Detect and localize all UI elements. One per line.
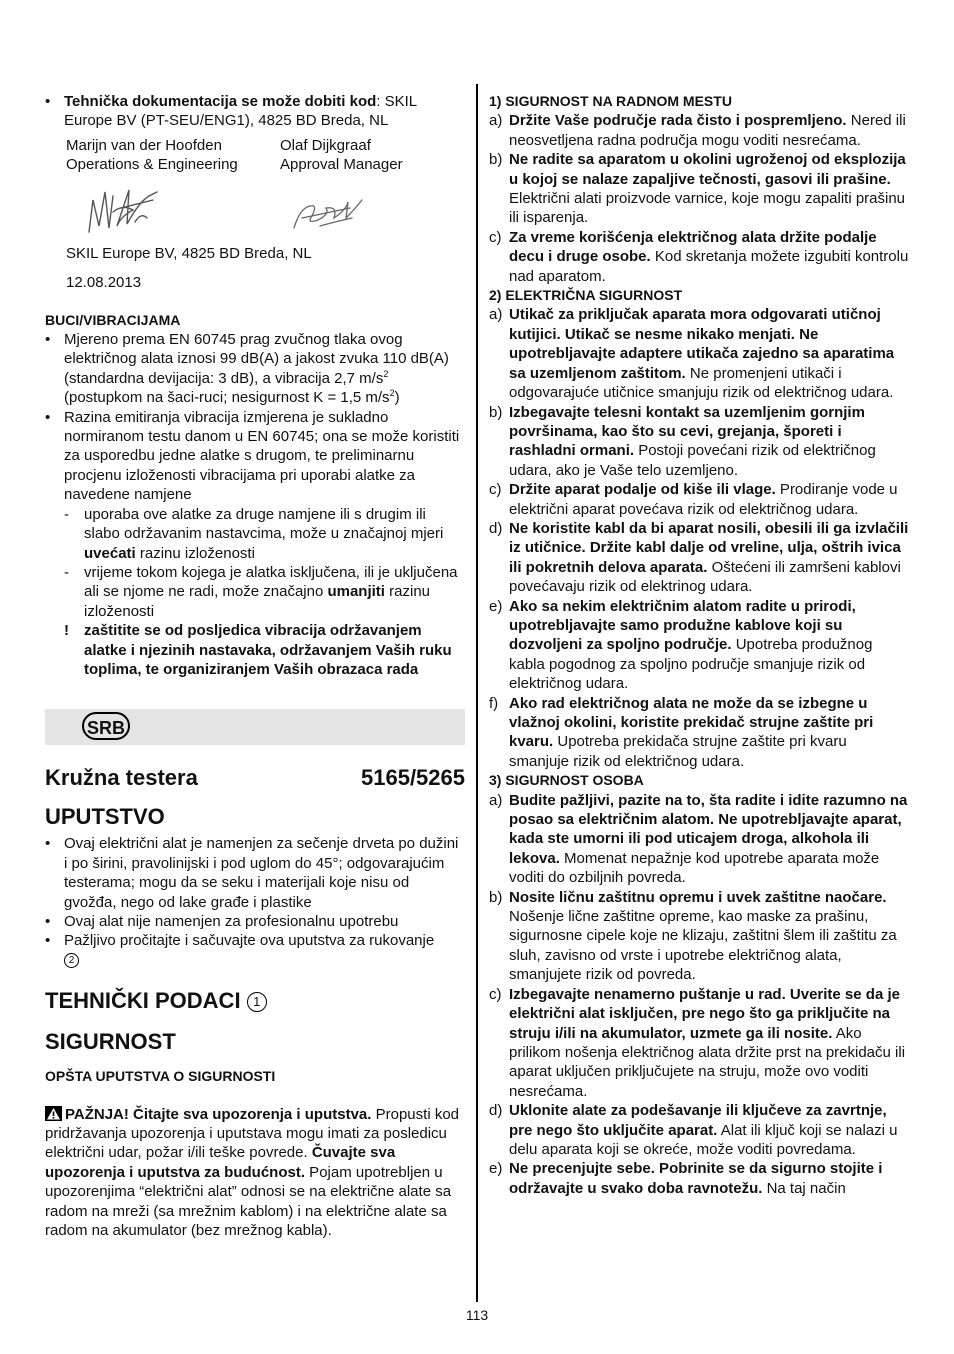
noise-text: ) [394, 389, 400, 407]
product-model: 5165/5265 [361, 765, 465, 791]
item-bold-text: Ne koristite kabl da bi aparat nosili, obesili ili ga izvlačili iz utičnice. Držite kabl dalje od vreline, ulja, oštrih ivica ili pokretnih delova aparata. [509, 519, 909, 576]
intro-text: Ovaj električni alat je namenjen za sečenje drveta po dužini i po širini, pravolinijski i pod uglom do 45°; odgovarajućim testerama; mogu da se seku i materijali koje nisu od gvožđa, nego od lake građe i plastike [64, 835, 459, 911]
section-2-list [489, 305, 909, 771]
signature-2-image [290, 188, 370, 236]
signatories [66, 136, 465, 174]
item-text: Na taj način [762, 1179, 846, 1197]
item-marker: b) [489, 151, 503, 169]
item-bold-text: Ako sa nekim električnim alatom radite u prirodi, upotrebljavajte samo produžne kablove koji su dozvoljeni za spoljno područje. [509, 597, 856, 654]
intro-text: Pažljivo pročitajte i sačuvajte ova uputstva za rukovanje [64, 932, 435, 950]
item-bold-text: Ne precenjujte sebe. Pobrinite se da sigurno stojite i održavajte u svako doba ravnotežu. [509, 1160, 883, 1197]
safety-item [489, 597, 909, 694]
safety-item [489, 1101, 909, 1159]
signatory-name: Marijn van der Hoofden [66, 136, 222, 154]
dash-bold: umanjiti [327, 583, 385, 601]
tech-data-heading [45, 988, 465, 1014]
section-1-list [489, 111, 909, 286]
signature-1-image [83, 182, 163, 240]
signatory-name: Olaf Dijkgraaf [280, 136, 371, 154]
exclamation-marker: ! [64, 622, 69, 640]
general-safety-heading: OPŠTA UPUTSTVA O SIGURNOSTI [45, 1068, 276, 1085]
noise-bullet-2 [45, 408, 465, 505]
noise-text: (postupkom na šaci-ruci; nesigurnost K = 1,5 m/s [64, 389, 390, 407]
dash-marker: - [64, 563, 69, 581]
item-marker: b) [489, 888, 503, 906]
dash-text: uporaba ove alatke za druge namjene ili s drugim ili slabo održavanim nastavcima, može u značajnoj mjeri [84, 505, 444, 543]
item-text: Prodiranje vode u električni aparat povećava rizik od električnog udara. [509, 481, 898, 518]
dash-bold: uvećati [84, 544, 136, 562]
safety-item [489, 519, 909, 597]
tech-doc-label: Tehnička dokumentacija se može dobiti kod [64, 93, 377, 110]
item-marker: d) [489, 519, 503, 537]
signatory-role: Approval Manager [280, 155, 403, 173]
superscript: 2 [383, 368, 389, 379]
tech-doc-address: : SKIL Europe BV (PT-SEU/ENG1), 4825 BD Breda, NL [64, 93, 417, 130]
intro-text: Ovaj alat nije namenjen za profesionalnu upotrebu [64, 912, 399, 930]
item-bold-text: Držite Vaše područje rada čisto i pospremljeno. [509, 112, 847, 130]
noise-heading: BUCI/VIBRACIJAMA [45, 311, 181, 328]
item-bold-text: Držite aparat podalje od kiše ili vlage. [509, 481, 776, 499]
safety-item [489, 1159, 909, 1198]
item-marker: f) [489, 694, 499, 712]
safety-item [489, 403, 909, 481]
language-bar [45, 709, 465, 745]
safety-heading: SIGURNOST [45, 1029, 176, 1055]
item-bold-text: Ako rad električnog alata ne može da se izbegne u vlažnoj okolini, koristite prekidač strujne zaštite pri kvaru. [509, 694, 874, 751]
superscript: 2 [389, 388, 395, 399]
item-bold-text: Budite pažljivi, pazite na to, šta radite i idite razumno na posao sa električnim alatom. Ne upotrebljavajte aparat, kada ste umorni ili pod uticajem droga, alkohola ili lekova. [509, 791, 908, 867]
item-text: Momenat nepažnje kod upotrebe aparata može voditi do ozbiljnih povreda. [509, 849, 880, 887]
signatures [45, 182, 465, 242]
right-column [489, 92, 909, 1198]
intro-bullet-1 [45, 834, 465, 912]
safety-item [489, 791, 909, 888]
safety-item [489, 888, 909, 985]
item-marker: a) [489, 306, 503, 324]
section-1-heading: 1) SIGURNOST NA RADNOM MESTU [489, 93, 732, 109]
item-bold-text: Nosite ličnu zaštitnu opremu i uvek zaštitne naočare. [509, 888, 887, 906]
item-marker: d) [489, 1102, 503, 1120]
noise-text: Mjereno prema EN 60745 prag zvučnog tlaka ovog električnog alata iznosi 99 dB(A) a jakost zvuka 110 dB(A) (standardna devijacija: 3 dB), a vibracija 2,7 m/s [64, 331, 449, 387]
signatory-2 [280, 136, 403, 174]
item-text: Postoji povećani rizik od električnog udara, ako je Vaše telo uzemljeno. [509, 442, 876, 479]
product-title [45, 765, 465, 791]
dash-text: razinu izloženosti [84, 583, 431, 620]
item-text: Alat ili ključ koji se nalazi u delu aparata koji se okreće, može voditi povredama. [509, 1121, 898, 1158]
noise-bullet-1 [45, 330, 465, 408]
item-bold-text: Ne radite sa aparatom u okolini ugroženoj od eksplozija u kojoj se nalaze zapaljive tečnosti, gasovi ili prašine. [509, 151, 906, 188]
item-text: Upotreba prekidača strujne zaštite pri kvaru smanjuje rizik od električnog udara. [509, 733, 847, 770]
item-text: Nošenje lične zaštitne opreme, kao maske za prašinu, sigurnosne cipele koje ne klizaju, zaštitni šlem ili zaštitu za sluh, zavisno od vrste i upotrebe električnog alata, smanjujete rizik od povreda. [509, 908, 897, 984]
dash-text: razinu izloženosti [135, 544, 255, 562]
item-bold-text: Izbegavajte telesni kontakt sa uzemljenim gornjim površinama, kao što su cevi, grejanja, šporeti i rashladni ormani. [509, 403, 865, 460]
dash-item-2 [45, 563, 465, 621]
warning-bold: Čuvajte sva upozorenja i uputstva za budućnost. [45, 1144, 396, 1181]
exclamation-text: zaštitite se od posljedica vibracija održavanjem alatke i njezinih nastavaka, održavanjem Vaših ruku toplima, te organiziranjem Vaših obrazaca rada [84, 622, 452, 678]
dash-marker: - [64, 505, 69, 523]
item-marker: a) [489, 112, 503, 130]
left-column [45, 92, 465, 1240]
dash-text: vrijeme tokom kojega je alatka isključena, ili je uključena ali se njome ne radi, može značajno [84, 563, 458, 601]
language-badge: SRB [82, 712, 130, 740]
item-marker: c) [489, 985, 502, 1003]
warning-paragraph [45, 1105, 465, 1241]
safety-item [489, 694, 909, 772]
safety-item [489, 985, 909, 1101]
item-text: Električni alati proizvode varnice, koje mogu zapaliti prašinu ili isparenja. [509, 190, 906, 227]
exclamation-item [45, 621, 465, 679]
item-text: Oštećeni ili zamršeni kablovi povećavaju rizik od elektrinog udara. [509, 558, 901, 596]
section-2-heading: 2) ELEKTRIČNA SIGURNOST [489, 287, 683, 304]
section-3-heading: 3) SIGURNOST OSOBA [489, 772, 644, 789]
noise-text: Razina emitiranja vibracija izmjerena je sukladno normiranom testu danom u EN 60745; ona se može koristiti za usporedbu jedne alatke s drugom, te preliminarnu procjenu izloženosti vibracijama pri uporabi alatke za navedene namjene [64, 408, 460, 504]
intro-bullet-3 [45, 931, 465, 970]
signatory-1 [66, 136, 280, 174]
item-bold-text: Za vreme korišćenja električnog alata držite podalje decu i druge osobe. [509, 228, 877, 266]
item-marker: c) [489, 481, 502, 499]
item-text: Ako prilikom nošenja električnog alata držite prst na prekidaču ili aparat uključen priključujete na struju, može ovo voditi nesrećama. [509, 1024, 906, 1100]
intro-bullet-2 [45, 912, 465, 931]
warning-triangle-icon [45, 1106, 62, 1121]
item-marker: c) [489, 228, 502, 246]
safety-item [489, 150, 909, 228]
item-text: Kod skretanja možete izgubiti kontrolu nad aparatom. [509, 248, 909, 285]
figure-ref-badge: 1 [247, 992, 267, 1012]
tech-data-label: TEHNIČKI PODACI [45, 988, 241, 1014]
signatory-role: Operations & Engineering [66, 155, 238, 173]
tech-doc-bullet [45, 92, 465, 131]
safety-item [489, 111, 909, 150]
item-bold-text: Uklonite alate za podešavanje ili ključeve za zavrtnje, pre nego što uključite aparat. [509, 1102, 887, 1139]
warning-bold: PAŽNJA! Čitajte sva upozorenja i uputstva. [65, 1105, 372, 1123]
warning-text: Pojam upotrebljen u upozorenjima “električni alat” odnosi se na električne alate sa radom na mreži (sa mrežnim kablom) i na električne alate sa radom na akumulator (bez mrežnog kabla). [45, 1163, 452, 1240]
document-date: 12.08.2013 [66, 274, 142, 292]
item-marker: a) [489, 791, 503, 809]
warning-text: Propusti kod pridržavanja upozorenja i uputstava mogu imati za posledicu električni udar, požar i/ili teške povrede. [45, 1105, 459, 1162]
item-marker: e) [489, 1160, 503, 1178]
section-3-list [489, 791, 909, 1199]
instructions-heading: UPUTSTVO [45, 804, 165, 830]
item-text: Ne promenjeni utikači i odgovarajuće utičnice smanjuju rizik od električnog udara. [509, 364, 894, 402]
safety-item [489, 305, 909, 402]
safety-item [489, 480, 909, 519]
item-marker: b) [489, 403, 503, 421]
page-number: 113 [465, 1307, 489, 1323]
item-text: Nered ili neosvetljena radna područja mogu voditi nesrećama. [509, 112, 906, 149]
product-name: Kružna testera [45, 765, 198, 791]
safety-item [489, 228, 909, 286]
figure-ref-badge: 2 [64, 953, 79, 968]
column-divider [476, 84, 478, 1302]
item-bold-text: Izbegavajte nenamerno puštanje u rad. Uverite se da je električni alat isključen, pre nego što ga priključite na struju i/ili na akumulator, uzmete ga ili nosite. [509, 985, 900, 1042]
item-bold-text: Utikač za priključak aparata mora odgovarati utičnoj kutijici. Utikač se nesme nikako menjati. Ne upotrebljavajte adaptere utikača zajedno sa aparatima sa uzemljenom zaštitom. [509, 306, 895, 382]
item-text: Upotreba produžnog kabla pogodnog za spoljno područje smanjuje rizik od električnog udara. [509, 636, 873, 693]
item-marker: e) [489, 597, 503, 615]
company-address: SKIL Europe BV, 4825 BD Breda, NL [66, 244, 312, 262]
dash-item-1 [45, 505, 465, 563]
